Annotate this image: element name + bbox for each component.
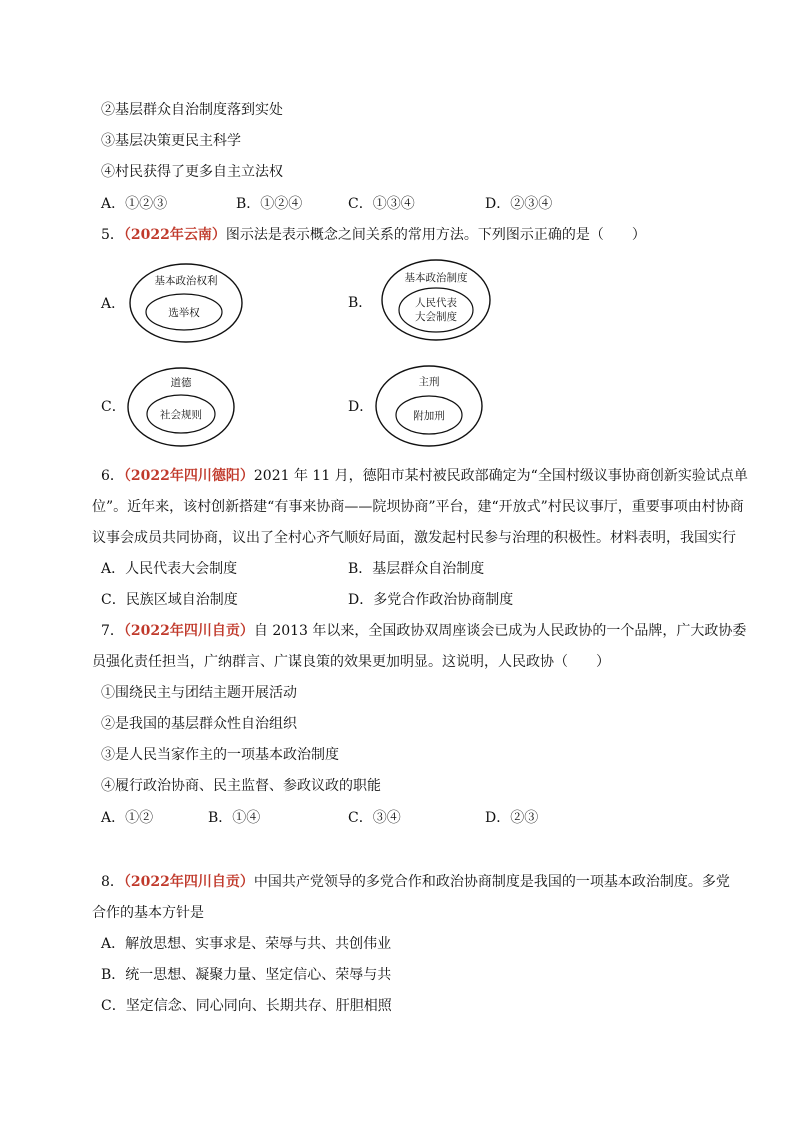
q5-stem: [101, 225, 646, 245]
q5-diagram-d-inner-text: 附加刑: [413, 410, 445, 422]
q4-option-c: C．①③④: [348, 196, 415, 212]
q7-option-c: C．③④: [348, 810, 401, 826]
q7-stem-line2: 员强化责任担当，广纳群言、广谋良策的效果更加明显。这说明，人民政协（ ）: [92, 654, 610, 670]
q5-diagram-b-inner-line2: 大会制度: [415, 311, 457, 323]
q5-diagram-b-label: B．: [348, 295, 373, 311]
q8-number: 8．: [101, 874, 124, 890]
q5-diagram-d: [374, 364, 484, 452]
q5-diagram-b-outer-text: 基本政治制度: [404, 272, 468, 284]
q7-item-4: ④履行政治协商、民主监督、参政议政的职能: [101, 778, 381, 794]
q6-option-d: D．多党合作政治协商制度: [348, 592, 514, 608]
q5-diagram-b: [380, 258, 492, 346]
q5-diagram-a-label: A．: [101, 296, 126, 312]
q4-option-a: A．①②③: [101, 196, 168, 212]
q4-item-4: ④村民获得了更多自主立法权: [101, 164, 283, 180]
q7-item-2: ②是我国的基层群众性自治组织: [101, 716, 297, 732]
q7-text-1: 自 2013 年以来，全国政协双周座谈会已成为人民政协的一个品牌，广大政协委: [253, 623, 747, 639]
q7-source: （2022年四川自贡）: [123, 623, 254, 639]
q8-stem-line1: [101, 872, 730, 892]
q5-source: （2022年云南）: [123, 227, 226, 243]
q5-diagram-b-inner-line1: 人民代表: [415, 297, 457, 309]
q5-diagram-a-inner-text: 选举权: [168, 307, 200, 319]
q5-diagram-a-outer-text: 基本政治权利: [154, 275, 218, 287]
q5-diagram-a: [128, 262, 244, 348]
q7-number: 7．: [101, 623, 124, 639]
q6-option-c: C．民族区域自治制度: [101, 592, 238, 608]
q6-stem-line3: 议事会成员共同协商，议出了全村心齐气顺好局面，激发起村民参与治理的积极性。材料表明，我国实行: [92, 530, 736, 546]
q6-stem-line2: 位”。近年来，该村创新搭建“有事来协商——院坝协商”平台，建“开放式”村民议事厅，重要事项由村协商: [92, 499, 744, 515]
q5-question: 图示法是表示概念之间关系的常用方法。下列图示正确的是（ ）: [225, 227, 646, 243]
q7-item-3: ③是人民当家作主的一项基本政治制度: [101, 747, 339, 763]
q8-source: （2022年四川自贡）: [123, 874, 254, 890]
q8-option-c: C．坚定信念、同心同向、长期共存、肝胆相照: [101, 998, 392, 1014]
q7-stem-line1: [101, 621, 746, 641]
q8-option-a: A．解放思想、实事求是、荣辱与共、共创伟业: [101, 936, 392, 952]
q6-number: 6．: [101, 468, 124, 484]
q4-item-2: ②基层群众自治制度落到实处: [101, 102, 283, 118]
q7-option-d: D．②③: [485, 810, 539, 826]
q5-diagram-d-label: D．: [348, 399, 374, 415]
q6-source: （2022年四川德阳）: [123, 468, 254, 484]
q5-diagram-c: [126, 366, 236, 452]
q5-diagram-c-inner-text: 社会规则: [160, 409, 202, 421]
q8-stem-line2: 合作的基本方针是: [92, 905, 204, 921]
q5-diagram-d-outer-text: 主刑: [418, 376, 440, 388]
q6-stem-line1: [101, 466, 748, 486]
q8-option-b: B．统一思想、凝聚力量、坚定信心、荣辱与共: [101, 967, 392, 983]
q5-diagram-c-label: C．: [101, 399, 126, 415]
q6-option-b: B．基层群众自治制度: [348, 561, 485, 577]
q7-option-a: A．①②: [101, 810, 154, 826]
q4-item-3: ③基层决策更民主科学: [101, 133, 241, 149]
q6-option-a: A．人民代表大会制度: [101, 561, 238, 577]
q6-text-1: 2021 年 11 月，德阳市某村被民政部确定为“全国村级议事协商创新实验试点单: [253, 468, 748, 484]
q5-number: 5．: [101, 227, 124, 243]
q7-option-b: B．①④: [208, 810, 261, 826]
q4-option-b: B．①②④: [236, 196, 303, 212]
q4-option-d: D．②③④: [485, 196, 553, 212]
q7-item-1: ①围绕民主与团结主题开展活动: [101, 685, 297, 701]
q8-text-1: 中国共产党领导的多党合作和政治协商制度是我国的一项基本政治制度。多党: [253, 874, 730, 890]
q5-diagram-c-outer-text: 道德: [170, 377, 192, 389]
